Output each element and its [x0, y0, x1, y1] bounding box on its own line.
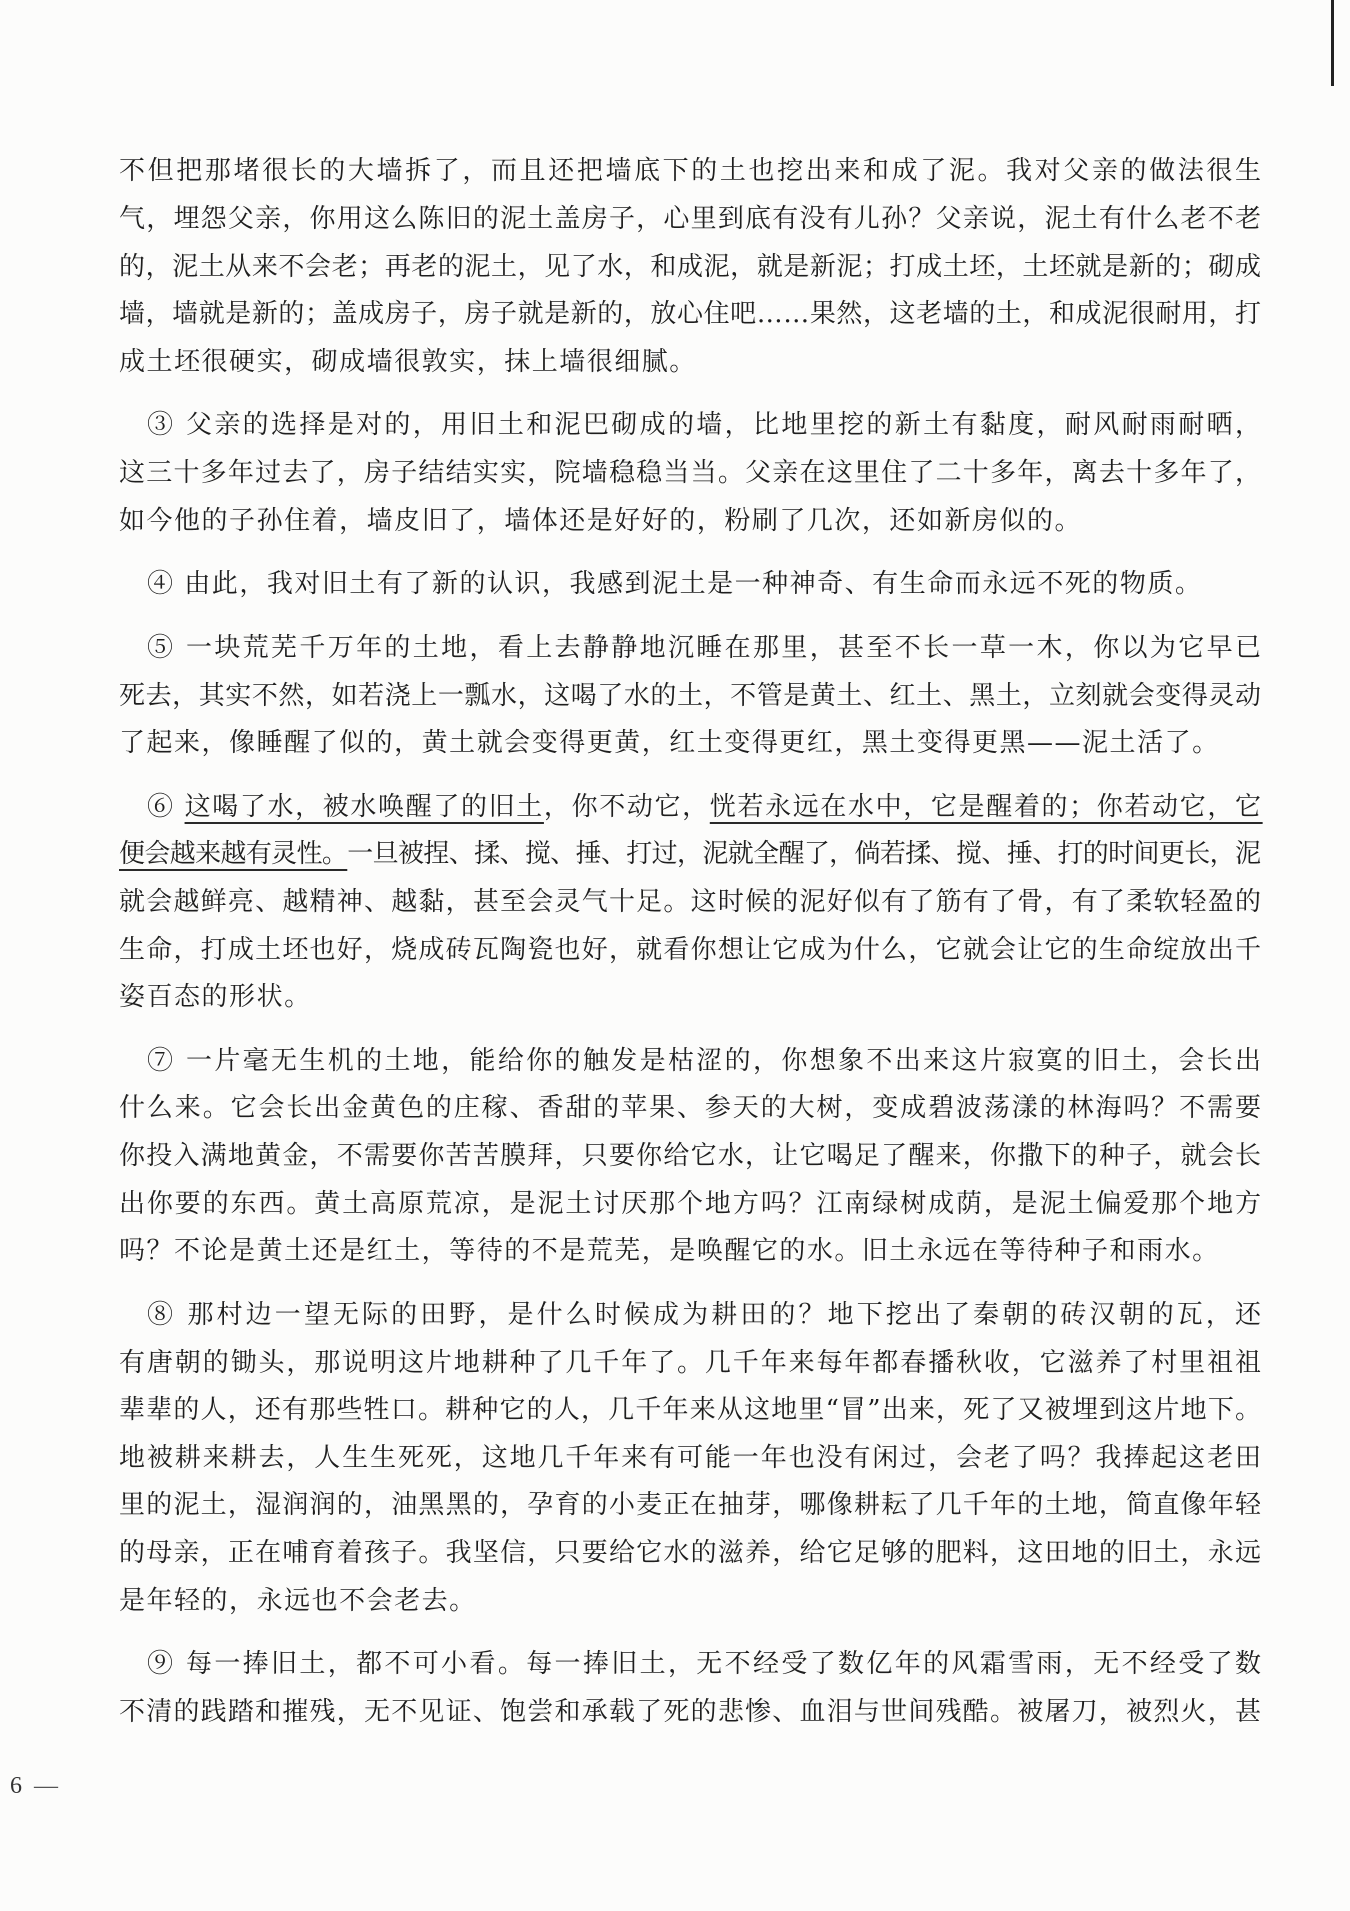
text-line — [119, 1227, 1261, 1275]
text-line — [119, 1180, 1261, 1228]
text-line-content: ⑧ 那村边一望无际的田野，是什么时候成为耕田的？地下挖出了秦朝的砖汉朝的瓦，还 — [147, 1299, 1265, 1330]
text-line — [119, 719, 1261, 767]
text-line-content: ④ 由此，我对旧土有了新的认识，我感到泥土是一种神奇、有生命而永远不死的物质。 — [147, 569, 1203, 600]
text-line — [147, 401, 1264, 449]
text-line — [119, 195, 1261, 243]
text-line-content: 里的泥土，湿润润的，油黑黑的，孕育的小麦正在抽芽，哪像耕耘了几千年的土地，简直像年轻 — [119, 1490, 1263, 1521]
text-line-content: 出你要的东西。黄土高原荒凉，是泥土讨厌那个地方吗？江南绿树成荫，是泥土偏爱那个地方 — [119, 1188, 1263, 1219]
text-line — [119, 497, 1261, 545]
text-line-content: 不清的践踏和摧残，无不见证、饱尝和承载了死的悲惨、血泪与世间残酷。被屠刀，被烈火，甚 — [119, 1696, 1263, 1727]
text-line — [119, 147, 1264, 195]
underlined-text: 便会越来越有灵性。 — [119, 839, 348, 870]
text-line-content: 地被耕来耕去，人生生死死，这地几千年来有可能一年也没有闲过，会老了吗？我捧起这老田 — [119, 1442, 1263, 1473]
text-line — [119, 1339, 1261, 1387]
text-line-content: 了起来，像睡醒了似的，黄土就会变得更黄，红土变得更红，黑土变得更黑——泥土活了。 — [119, 728, 1220, 759]
text-line-content: ③ 父亲的选择是对的，用旧土和泥巴砌成的墙，比地里挖的新土有黏度，耐风耐雨耐晒， — [147, 410, 1264, 441]
underlined-text: 恍若永远在水中，它是醒着的；你若动它，它 — [709, 791, 1263, 822]
text-line — [119, 1386, 1261, 1434]
text-line — [119, 1084, 1261, 1132]
text-line-content — [147, 783, 1263, 831]
text-line-content — [119, 830, 1260, 878]
text-line — [119, 1688, 1261, 1736]
text-line-content: 就会越鲜亮、越精神、越黏，甚至会灵气十足。这时候的泥好似有了筋有了骨，有了柔软轻盈的 — [119, 887, 1263, 917]
underlined-text: 这喝了水，被水唤醒了的旧土 — [184, 791, 544, 822]
text-line — [119, 243, 1261, 291]
text-line — [119, 1481, 1261, 1529]
text-line-content: 墙，墙就是新的；盖成房子，房子就是新的，放心住吧……果然，这老墙的土，和成泥很耐用，打 — [119, 299, 1262, 330]
text-line-content: 的母亲，正在哺育着孩子。我坚信，只要给它水的滋养，给它足够的肥料，这田地的旧土，永远 — [119, 1537, 1263, 1568]
text-line-content: ⑤ 一块荒芜千万年的土地，看上去静静地沉睡在那里，甚至不长一草一木，你以为它早已 — [147, 632, 1264, 663]
text-line — [147, 560, 1261, 608]
text-line-content: 成土坯很硬实，砌成墙很敦实，抹上墙很细腻。 — [119, 346, 697, 377]
text-line — [119, 1529, 1261, 1577]
text-line-content: ⑨ 每一捧旧土，都不可小看。每一捧旧土，无不经受了数亿年的风霜雪雨，无不经受了数 — [147, 1649, 1264, 1680]
text-line-content: 气，埋怨父亲，你用这么陈旧的泥土盖房子，心里到底有没有儿孙？父亲说，泥土有什么老不老 — [119, 204, 1263, 234]
text-line-content: 死去，其实不然，如若浇上一瓢水，这喝了水的土，不管是黄土、红土、黑土，立刻就会变得灵动 — [119, 680, 1262, 711]
text-line — [119, 926, 1261, 974]
text-line — [119, 878, 1261, 926]
text-line-content: 什么来。它会长出金黄色的庄稼、香甜的苹果、参天的大树，变成碧波荡漾的林海吗？不需要 — [119, 1093, 1263, 1124]
text-line — [119, 1577, 1261, 1625]
footer-dash: — — [34, 1773, 58, 1799]
text-line — [119, 1434, 1261, 1482]
text-line — [119, 672, 1261, 720]
text-line-content: 生命，打成土坯也好，烧成砖瓦陶瓷也好，就看你想让它成为什么，它就会让它的生命绽放出千 — [119, 934, 1263, 965]
page-number: 6 — [10, 1773, 22, 1799]
text-line — [119, 1132, 1261, 1180]
text-line-content: 不但把那堵很长的大墙拆了，而且还把墙底下的土也挖出来和成了泥。我对父亲的做法很生 — [119, 156, 1264, 187]
page-footer — [10, 1768, 58, 1804]
text-line — [147, 624, 1264, 672]
text-segment: ⑥ — [147, 791, 185, 822]
text-line-content: 你投入满地黄金，不需要你苦苦膜拜，只要你给它水，让它喝足了醒来，你撒下的种子，就会长 — [119, 1141, 1263, 1172]
text-line-content: 姿百态的形状。 — [119, 982, 312, 1013]
text-line — [147, 1640, 1264, 1688]
text-line — [147, 783, 1261, 831]
text-line — [119, 449, 1261, 497]
text-segment: ，你不动它， — [543, 791, 710, 822]
text-line — [119, 973, 1261, 1021]
text-line-content: 有唐朝的锄头，那说明这片地耕种了几千年了。几千年来每年都春播秋收，它滋养了村里祖祖 — [119, 1347, 1263, 1378]
text-line-content: 辈辈的人，还有那些牲口。耕种它的人，几千年来从这地里“冒”出来，死了又被埋到这片地下。 — [119, 1395, 1263, 1426]
text-line — [147, 1037, 1264, 1085]
text-segment: 一旦被捏、揉、搅、捶、打过，泥就全醒了，倘若揉、搅、捶、打的时间更长，泥 — [347, 839, 1261, 870]
text-line-content: ⑦ 一片毫无生机的土地，能给你的触发是枯涩的，你想象不出来这片寂寞的旧土，会长出 — [147, 1045, 1264, 1076]
text-line-content: 这三十多年过去了，房子结结实实，院墙稳稳当当。父亲在这里住了二十多年，离去十多年了， — [119, 458, 1263, 489]
text-line-content: 的，泥土从来不会老；再老的泥土，见了水，和成泥，就是新泥；打成土坯，土坯就是新的；砌成 — [119, 251, 1262, 282]
text-line — [119, 290, 1261, 338]
text-line — [119, 830, 1261, 878]
text-line-content: 如今他的子孙住着，墙皮旧了，墙体还是好好的，粉刷了几次，还如新房似的。 — [119, 505, 1083, 536]
text-line-content: 是年轻的，永远也不会老去。 — [119, 1585, 477, 1616]
text-line — [119, 338, 1261, 386]
text-line-content: 吗？不论是黄土还是红土，等待的不是荒芜，是唤醒它的水。旧土永远在等待种子和雨水。 — [119, 1236, 1220, 1267]
text-line — [147, 1291, 1265, 1339]
